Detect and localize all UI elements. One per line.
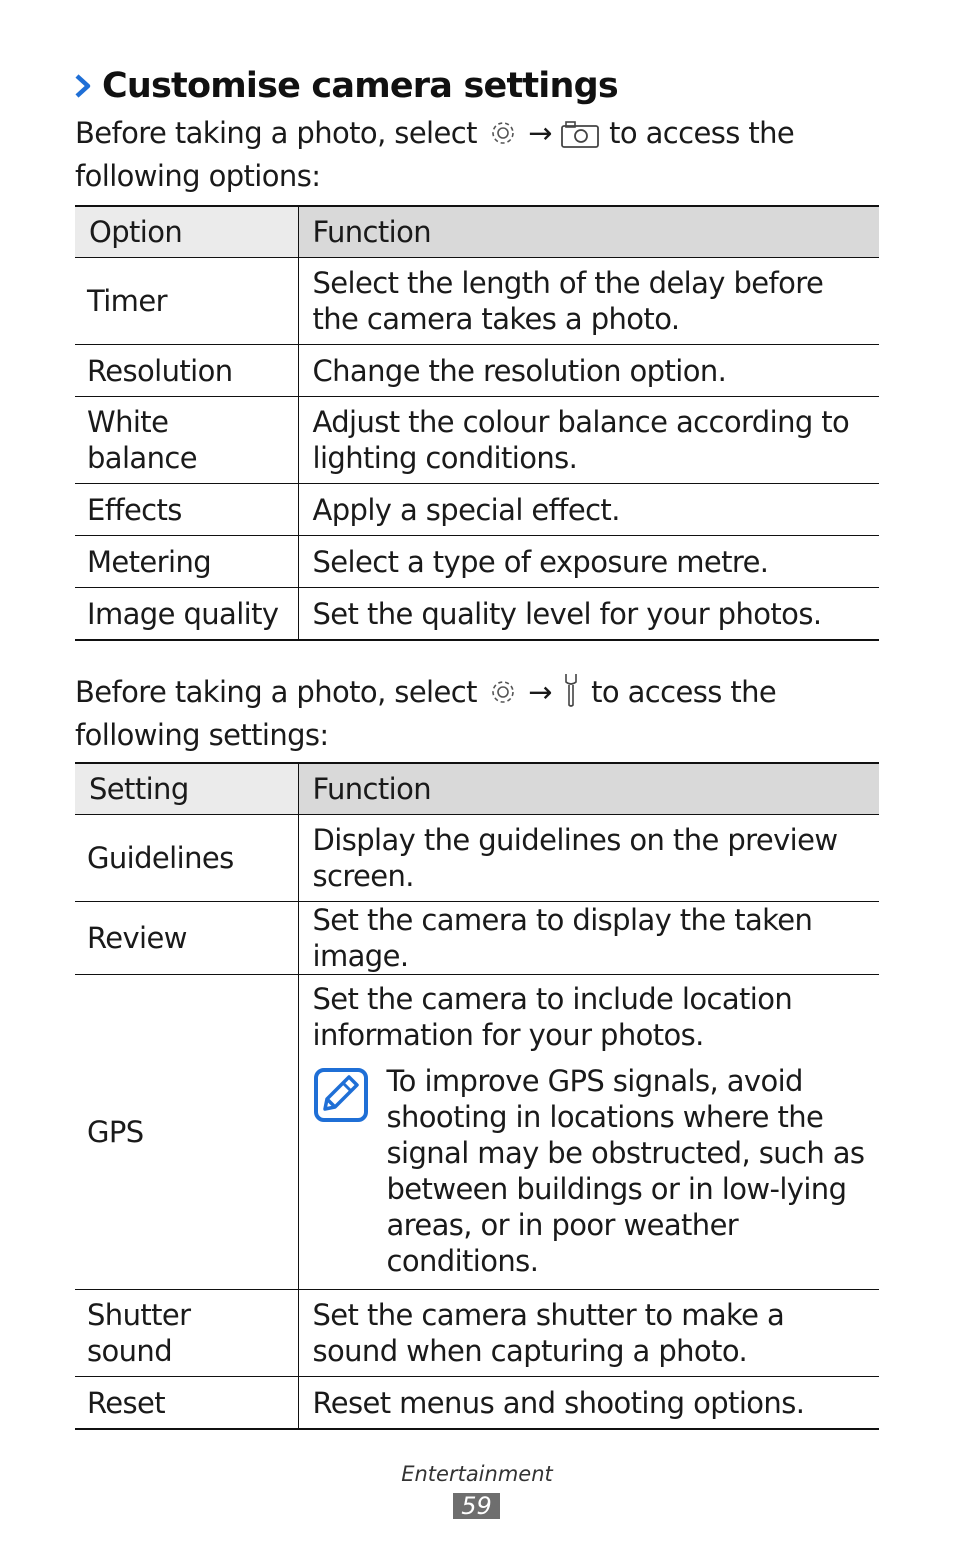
table-header-row	[75, 763, 879, 815]
settings-table	[75, 762, 879, 1430]
option-name: Effects	[75, 484, 298, 536]
gear-icon	[486, 676, 520, 717]
table-row	[75, 258, 879, 345]
table-row	[75, 536, 879, 588]
column-header: Function	[298, 206, 879, 258]
setting-name: GPS	[75, 975, 298, 1290]
page-number: 59	[453, 1493, 500, 1519]
table-row	[75, 588, 879, 641]
option-function: Select the length of the delay before the camera takes a photo.	[298, 258, 879, 345]
setting-function: Display the guidelines on the preview screen.	[298, 815, 879, 902]
option-name: White balance	[75, 397, 298, 484]
option-name: Resolution	[75, 345, 298, 397]
table-row	[75, 1377, 879, 1430]
note-text: To improve GPS signals, avoid shooting in locations where the signal may be obstructed, such as between buildings or in low-lying areas, or in poor weather conditions.	[386, 1064, 865, 1278]
setting-function: Set the camera to include location information for your photos.	[312, 982, 793, 1052]
setting-function-cell	[298, 975, 879, 1290]
setting-function: Set the camera shutter to make a sound when capturing a photo.	[298, 1290, 879, 1377]
option-function: Change the resolution option.	[298, 345, 879, 397]
gps-note	[313, 1063, 866, 1279]
setting-name: Guidelines	[75, 815, 298, 902]
chevron-right-icon	[74, 74, 92, 98]
camera-icon	[560, 119, 600, 158]
setting-name: Review	[75, 902, 298, 975]
intro-options: Before taking a photo, select → to access the following options:	[75, 116, 795, 193]
gear-icon	[486, 117, 520, 158]
column-header: Option	[75, 206, 298, 258]
option-function: Select a type of exposure metre.	[298, 536, 879, 588]
intro-settings: Before taking a photo, select → to access the following settings:	[75, 672, 885, 754]
option-name: Timer	[75, 258, 298, 345]
option-function: Adjust the colour balance according to lighting conditions.	[298, 397, 879, 484]
table-row	[75, 815, 879, 902]
wrench-icon	[560, 672, 582, 717]
option-name: Metering	[75, 536, 298, 588]
option-name: Image quality	[75, 588, 298, 641]
table-row	[75, 345, 879, 397]
table-row	[75, 1290, 879, 1377]
table-row	[75, 902, 879, 975]
page-title: Customise camera settings	[74, 66, 618, 106]
option-function: Apply a special effect.	[298, 484, 879, 536]
table-row	[75, 975, 879, 1290]
setting-name: Shutter sound	[75, 1290, 298, 1377]
column-header: Setting	[75, 763, 298, 815]
table-row	[75, 484, 879, 536]
table-header-row	[75, 206, 879, 258]
setting-name: Reset	[75, 1377, 298, 1430]
section-label: Entertainment	[401, 1462, 553, 1486]
note-pencil-icon	[313, 1063, 387, 1279]
option-function: Set the quality level for your photos.	[298, 588, 879, 641]
setting-function: Set the camera to display the taken image.	[298, 902, 879, 975]
setting-function: Reset menus and shooting options.	[298, 1377, 879, 1430]
table-row	[75, 397, 879, 484]
column-header: Function	[298, 763, 879, 815]
options-table	[75, 205, 879, 641]
